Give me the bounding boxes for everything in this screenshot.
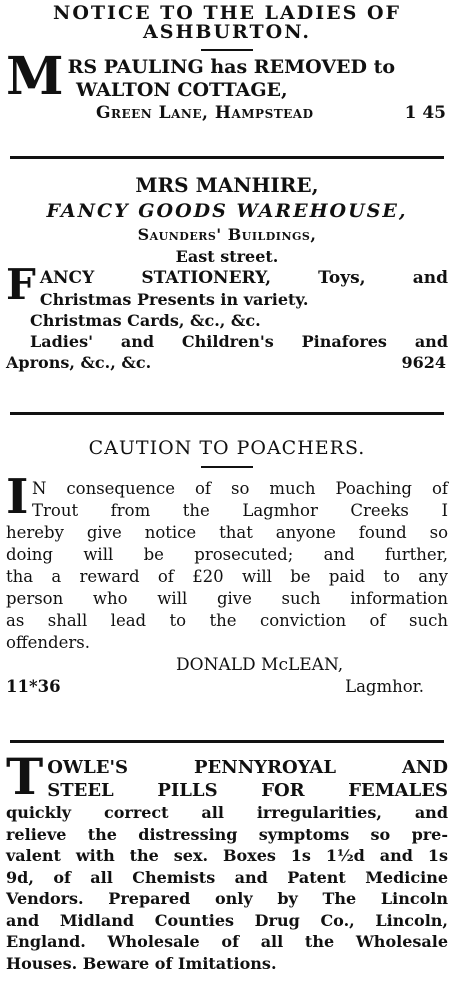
ad3-line8: offenders.	[6, 633, 90, 652]
ad4-line2: relieve the distressing symptoms so pre-	[6, 824, 448, 844]
ad3-line7: as shall lead to the conviction of such	[6, 611, 448, 630]
ad4-line7: England. Wholesale of all the Wholesale	[6, 932, 448, 951]
ad4-line6: and Midland Counties Drug Co., Lincoln,	[6, 910, 448, 930]
ad3-line3: hereby give notice that anyone found so	[6, 523, 448, 542]
ad1-ref-number: 1 45	[404, 103, 446, 123]
ad1-address: Green Lane, Hampstead	[96, 103, 314, 123]
ad3-place: Lagmhor.	[345, 677, 424, 696]
ad2-drop-cap: F	[6, 260, 36, 309]
ad3-drop-cap: I	[6, 469, 29, 525]
ad-towles-pills	[6, 747, 448, 974]
ad3-line4: doing will be prosecuted; and further,	[6, 545, 448, 564]
ad2-line4: Ladies' and Children's Pinafores and	[30, 332, 448, 351]
ad4-drop-cap: T	[6, 747, 44, 806]
ad3-ref-number: 11*36	[6, 677, 61, 696]
ad3-signature: DONALD McLEAN,	[176, 655, 344, 675]
ad2-building: Saunders' Buildings,	[137, 225, 317, 244]
divider-3	[10, 740, 444, 743]
ad1-body-line2: WALTON COTTAGE,	[76, 79, 288, 101]
ad1-body-line1: RS PAULING has REMOVED to	[67, 56, 396, 78]
ad4-heading-line2: STEEL PILLS FOR FEMALES	[47, 780, 448, 801]
ad1-short-divider	[201, 49, 253, 51]
ad4-line8: Houses. Beware of Imitations.	[6, 953, 277, 973]
ad3-heading: CAUTION TO POACHERS.	[88, 437, 366, 459]
ad4-heading-line1: OWLE'S PENNYROYAL AND	[47, 757, 448, 778]
ad4-line1: quickly correct all irregularities, and	[6, 803, 448, 822]
ad-manhire-fancy-goods	[6, 172, 448, 373]
ad1-heading-line1: NOTICE TO THE LADIES OF	[53, 2, 401, 24]
ad-caution-poachers	[6, 436, 448, 698]
ad1-heading-line2: ASHBURTON.	[143, 21, 311, 43]
ad2-business: FANCY GOODS WAREHOUSE,	[46, 200, 408, 222]
ad-pauling-notice	[6, 4, 448, 124]
ad2-ref-number: 9624	[401, 353, 446, 372]
ad4-line5: Vendors. Prepared only by The Lincoln	[6, 889, 448, 908]
ad1-drop-cap: M	[6, 46, 64, 107]
ad3-short-divider	[201, 466, 253, 468]
ad3-line1: N consequence of so much Poaching of	[32, 479, 448, 498]
ad2-line3: Christmas Cards, &c., &c.	[30, 311, 261, 330]
ad2-line2: Christmas Presents in variety.	[39, 290, 309, 309]
ad3-line2: Trout from the Lagmhor Creeks I	[32, 501, 448, 520]
divider-2	[10, 412, 444, 415]
ad3-line6: person who will give such information	[6, 589, 448, 608]
ad2-name: MRS MANHIRE,	[135, 173, 319, 197]
ad3-line5: tha a reward of £20 will be paid to any	[6, 567, 448, 586]
divider-1	[10, 156, 444, 159]
ad4-line4: 9d, of all Chemists and Patent Medicine	[6, 867, 448, 887]
ad4-line3: valent with the sex. Boxes 1s 1½d and 1s	[6, 846, 448, 865]
ad2-line5: Aprons, &c., &c.	[6, 353, 152, 372]
ad2-line1: ANCY STATIONERY, Toys, and	[39, 268, 448, 288]
ad2-street: East street.	[175, 247, 279, 266]
